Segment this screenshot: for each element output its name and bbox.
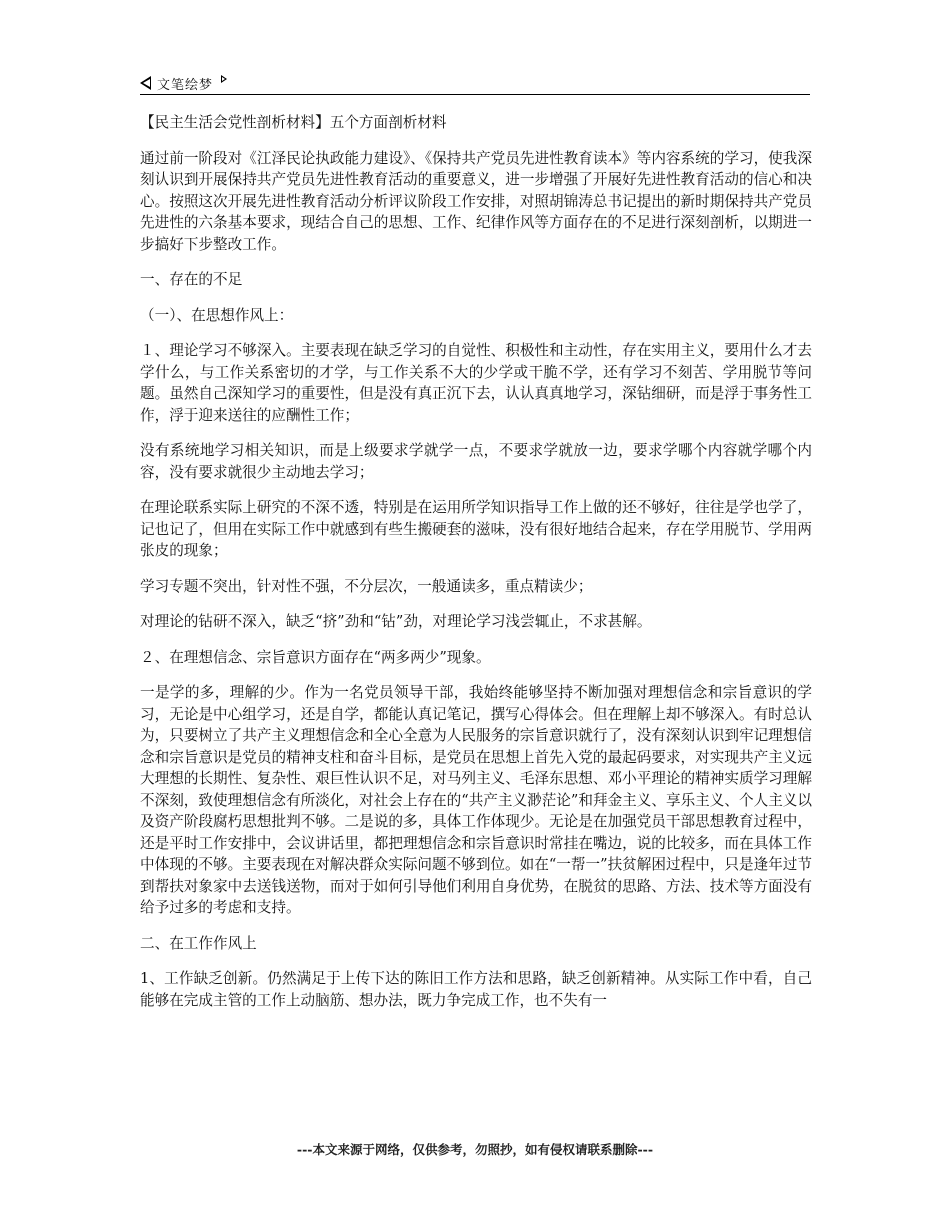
- paragraph: １、理论学习不够深入。主要表现在缺乏学习的自觉性、积极性和主动性，存在实用主义，要用什么才去学什么，与工作关系密切的才学，与工作关系不大的少学或干脆不学，还有学习不刻苦、学用脱节等问题。虽然自己深知学习的重要性，但是没有真正沉下去，认认真真地学习，深钻细研，而是浮于事务性工作，浮于迎来送往的应酬性工作；: [140, 342, 812, 424]
- item-heading-2: ２、在理想信念、宗旨意识方面存在“两多两少”现象。: [140, 648, 491, 666]
- triangle-right-icon: [221, 75, 227, 83]
- triangle-left-icon: [140, 76, 151, 90]
- document-title: 【民主生活会党性剖析材料】五个方面剖析材料: [140, 114, 447, 131]
- page-header: [140, 72, 810, 95]
- section-heading-2: 二、在工作作风上: [140, 934, 257, 952]
- paragraph: 1、工作缺乏创新。仍然满足于上传下达的陈旧工作方法和思路，缺乏创新精神。从实际工作中看，自己能够在完成主管的工作上动脑筋、想办法，既力争完成工作，也不失有一: [140, 970, 812, 1009]
- section-heading-1: 一、存在的不足: [140, 271, 243, 288]
- document-body: [140, 112, 812, 1025]
- brand-name: 文笔绘梦: [157, 77, 214, 93]
- paragraph: 一是学的多，理解的少。作为一名党员领导干部，我始终能够坚持不断加强对理想信念和宗旨意识的学习，无论是中心组学习，还是自学，都能认真记笔记，撰写心得体会。但在理解上却不够深入。有时总认为，只要树立了共产主义理想信念和全心全意为人民服务的宗旨意识就行了，没有深刻认识到牢记理想信念和宗旨意识是党员的精神支柱和奋斗目标，是党员在思想上首先入党的最起码要求，对实现共产主义远大理想的长期性、复杂性、艰巨性认识不足，对马列主义、毛泽东思想、邓小平理论的精神实质学习理解不深刻，致使理想信念有所淡化，对社会上存在的“共产主义渺茫论”和拜金主义、享乐主义、个人主义以及资产阶段腐朽思想批判不够。二是说的多，具体工作体现少。无论是在加强党员干部思想教育过程中，还是平时工作安排中，会议讲话里，都把理想信念和宗旨意识时常挂在嘴边，说的比较多，而在具体工作中体现的不够。主要表现在对解决群众实际问题不够到位。如在“一帮一”扶贫解困过程中，只是逢年过节到帮扶对象家中去送钱送物，而对于如何引导他们利用自身优势，在脱贫的思路、方法、技术等方面没有给予过多的考虑和支持。: [140, 684, 812, 916]
- page-footer-notice: ---本文来源于网络，仅供参考，勿照抄，如有侵权请联系删除---: [296, 1142, 654, 1157]
- subsection-heading-1: （一）、在思想作风上：: [140, 306, 294, 324]
- paragraph: 对理论的钻研不深入，缺乏“挤”劲和“钻”劲，对理论学习浅尝辄止，不求甚解。: [140, 613, 652, 630]
- paragraph: 在理论联系实际上研究的不深不透，特别是在运用所学知识指导工作上做的还不够好，往往是学也学了，记也记了，但用在实际工作中就感到有些生搬硬套的滋味，没有很好地结合起来，存在学用脱节、学用两张皮的现象；: [140, 499, 812, 559]
- paragraph: 学习专题不突出，针对性不强，不分层次，一般通读多，重点精读少；: [140, 577, 593, 595]
- paragraph: 没有系统地学习相关知识，而是上级要求学就学一点，不要求学就放一边，要求学哪个内容就学哪个内容，没有要求就很少主动地去学习；: [140, 442, 812, 481]
- paragraph-intro: 通过前一阶段对《江泽民论执政能力建设》、《保持共产党员先进性教育读本》等内容系统的学习，使我深刻认识到开展保持共产党员先进性教育活动的重要意义，进一步增强了开展好先进性教育活动的信心和决心。按照这次开展先进性教育活动分析评议阶段工作安排，对照胡锦涛总书记提出的新时期保持共产党员先进性的六条基本要求，现结合自己的思想、工作、纪律作风等方面存在的不足进行深刻剖析，以期进一步搞好下步整改工作。: [140, 149, 812, 253]
